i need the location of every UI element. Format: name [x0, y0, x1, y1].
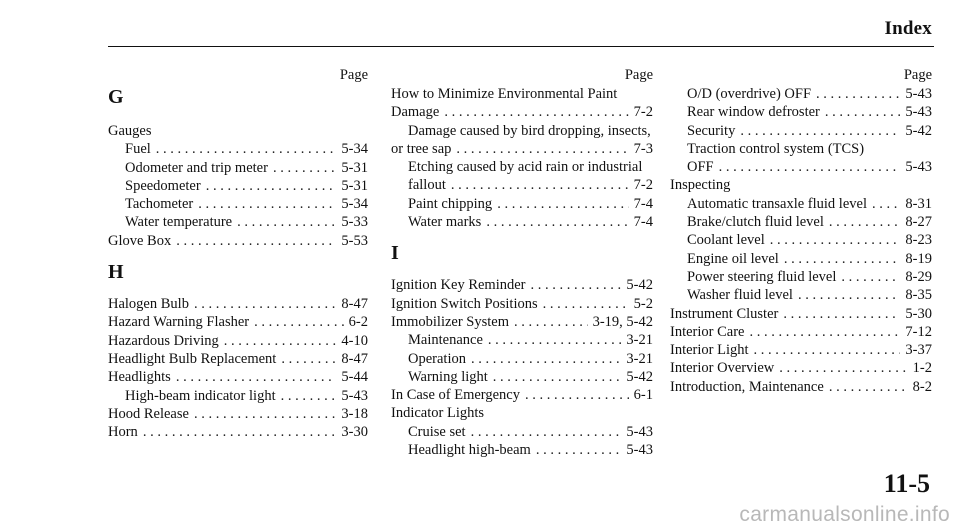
index-subentry: [670, 286, 932, 304]
entry-page-ref: 5-30: [905, 305, 932, 322]
index-subentry: [670, 122, 932, 140]
dot-leader: [194, 405, 336, 423]
entry-text: Gauges: [108, 123, 152, 139]
entry-page-ref: 5-31: [341, 177, 368, 194]
entry-text: Water temperature: [125, 214, 233, 231]
entry-text: Introduction, Maintenance: [670, 378, 824, 395]
index-column-2: [391, 66, 653, 459]
entry-text: Operation: [408, 350, 466, 367]
dot-leader: [841, 268, 900, 286]
index-entry: [391, 103, 653, 121]
entry-page-ref: 6-2: [348, 314, 368, 331]
index-subentry: [108, 159, 368, 177]
entry-text: Coolant level: [687, 232, 765, 249]
dot-leader: [206, 177, 337, 195]
entry-text: Hazard Warning Flasher: [108, 314, 250, 331]
entry-page-ref: 8-19: [905, 250, 932, 267]
index-subentry: [670, 158, 932, 176]
index-subentry: [670, 85, 932, 103]
page-column-heading: Page: [903, 67, 932, 83]
entry-page-ref: 3-21: [626, 332, 653, 349]
entry-text: or tree sap: [391, 140, 452, 157]
dot-leader: [825, 103, 901, 121]
entry-text: Automatic transaxle fluid level: [687, 195, 867, 212]
entry-text: Rear window defroster: [687, 104, 820, 121]
entry-page-ref: 8-2: [912, 378, 932, 395]
dot-leader: [816, 85, 900, 103]
index-entry: [108, 122, 368, 140]
entry-page-ref: 5-43: [905, 159, 932, 176]
entry-text: Traction control system (TCS): [687, 140, 865, 157]
index-entry: [108, 332, 368, 350]
dot-leader: [176, 232, 336, 250]
dot-leader: [754, 341, 901, 359]
index-subentry: [108, 387, 368, 405]
page-column-heading: Page: [339, 67, 368, 83]
entry-text: Maintenance: [408, 332, 483, 349]
dot-leader: [829, 213, 901, 231]
dot-leader: [471, 350, 621, 368]
index-entry: [670, 176, 932, 194]
entry-page-ref: 7-4: [633, 214, 653, 231]
index-subentry: [670, 213, 932, 231]
dot-leader: [770, 231, 901, 249]
entry-text: Security: [687, 122, 736, 139]
entry-text: Immobilizer System: [391, 313, 509, 330]
page-column-heading: Page: [624, 67, 653, 83]
entry-page-ref: 5-42: [626, 368, 653, 385]
dot-leader: [451, 176, 629, 194]
entry-page-ref: 5-34: [341, 141, 368, 158]
dot-leader: [779, 359, 907, 377]
entry-page-ref: 3-18: [341, 405, 368, 422]
index-subentry: [670, 140, 932, 158]
entry-page-ref: 8-23: [905, 232, 932, 249]
entry-page-ref: 5-2: [633, 295, 653, 312]
entry-text: fallout: [408, 177, 446, 194]
entry-page-ref: 8-35: [905, 287, 932, 304]
dot-leader: [543, 295, 629, 313]
index-subentry: [670, 250, 932, 268]
index-subentry: [108, 140, 368, 158]
entry-page-ref: 3-30: [341, 424, 368, 441]
page-header-title: Index: [884, 18, 932, 39]
dot-leader: [273, 159, 336, 177]
index-subentry: [391, 176, 653, 194]
entry-text: Horn: [108, 424, 138, 441]
index-column-1: [108, 66, 368, 441]
entry-text: Hood Release: [108, 405, 189, 422]
section-letter: G: [108, 86, 124, 108]
dot-leader: [719, 158, 901, 176]
entry-text: Fuel: [125, 141, 151, 158]
entry-text: How to Minimize Environmental Paint: [391, 86, 618, 102]
entry-page-ref: 8-31: [905, 195, 932, 212]
dot-leader: [488, 331, 622, 349]
dot-leader: [872, 195, 900, 213]
index-entry: [670, 341, 932, 359]
entry-page-ref: 8-29: [905, 268, 932, 285]
dot-leader: [486, 213, 628, 231]
entry-page-ref: 5-34: [341, 196, 368, 213]
dot-leader: [456, 140, 628, 158]
dot-leader: [281, 350, 336, 368]
index-entry: [670, 323, 932, 341]
header-rule: [108, 46, 934, 47]
entry-text: Odometer and trip meter: [125, 159, 268, 176]
index-subentry: [391, 441, 653, 459]
dot-leader: [536, 441, 622, 459]
index-entry: [108, 423, 368, 441]
index-subentry: [391, 423, 653, 441]
entry-page-ref: 5-44: [341, 369, 368, 386]
entry-text: Instrument Cluster: [670, 305, 779, 322]
entry-page-ref: 8-47: [341, 350, 368, 367]
entry-page-ref: 5-42: [905, 122, 932, 139]
entry-text: Damage: [391, 104, 440, 121]
dot-leader: [798, 286, 900, 304]
index-subentry: [108, 213, 368, 231]
index-entry: [670, 378, 932, 396]
entry-page-ref: 7-2: [633, 177, 653, 194]
entry-page-ref: 5-53: [341, 232, 368, 249]
dot-leader: [749, 323, 900, 341]
page-number: 11-5: [883, 469, 930, 498]
index-entry: [108, 405, 368, 423]
index-entry: [670, 359, 932, 377]
section-letter: I: [391, 242, 399, 265]
dot-leader: [497, 195, 628, 213]
entry-text: Headlights: [108, 369, 171, 386]
entry-text: Glove Box: [108, 232, 172, 249]
dot-leader: [531, 276, 622, 294]
entry-text: Tachometer: [125, 196, 194, 213]
dot-leader: [493, 368, 622, 386]
entry-text: Power steering fluid level: [687, 268, 837, 285]
entry-text: Paint chipping: [408, 195, 493, 212]
index-subentry: [391, 213, 653, 231]
entry-text: Headlight Bulb Replacement: [108, 350, 277, 367]
entry-page-ref: 5-43: [905, 104, 932, 121]
entry-page-ref: 7-2: [633, 104, 653, 121]
entry-page-ref: 1-2: [912, 360, 932, 377]
index-subentry: [391, 350, 653, 368]
entry-text: Headlight high-beam: [408, 442, 531, 459]
dot-leader: [784, 250, 901, 268]
index-entry: [391, 295, 653, 313]
index-subentry: [670, 103, 932, 121]
index-entry: [391, 140, 653, 158]
entry-text: Halogen Bulb: [108, 296, 189, 313]
dot-leader: [194, 295, 336, 313]
entry-page-ref: 3-21: [626, 350, 653, 367]
dot-leader: [156, 140, 337, 158]
index-entry: [391, 276, 653, 294]
index-subentry: [391, 195, 653, 213]
dot-leader: [281, 387, 337, 405]
dot-leader: [514, 313, 588, 331]
index-column-3: [670, 66, 932, 396]
entry-text: Speedometer: [125, 177, 201, 194]
entry-page-ref: 3-19, 5-42: [592, 313, 653, 330]
entry-text: Ignition Switch Positions: [391, 295, 538, 312]
watermark: carmanualsonline.info: [739, 503, 950, 526]
dot-leader: [254, 313, 344, 331]
entry-page-ref: 8-47: [341, 296, 368, 313]
entry-text: Brake/clutch fluid level: [687, 214, 824, 231]
dot-leader: [176, 368, 337, 386]
entry-text: Interior Overview: [670, 360, 775, 377]
dot-leader: [237, 213, 336, 231]
dot-leader: [525, 386, 629, 404]
dot-leader: [829, 378, 908, 396]
entry-page-ref: 5-43: [626, 442, 653, 459]
entry-text: Etching caused by acid rain or industrial: [408, 159, 643, 176]
entry-text: Ignition Key Reminder: [391, 277, 526, 294]
index-entry: [391, 404, 653, 422]
index-subentry: [670, 195, 932, 213]
index-entry: [391, 313, 653, 331]
index-entry: [391, 85, 653, 103]
dot-leader: [143, 423, 337, 441]
entry-page-ref: 5-43: [626, 423, 653, 440]
entry-page-ref: 7-12: [905, 323, 932, 340]
entry-page-ref: 5-33: [341, 214, 368, 231]
entry-text: Inspecting: [670, 177, 731, 194]
entry-text: O/D (overdrive) OFF: [687, 86, 812, 102]
index-entry: [108, 232, 368, 250]
entry-page-ref: 5-43: [905, 86, 932, 102]
entry-text: Washer fluid level: [687, 287, 793, 304]
entry-page-ref: 5-31: [341, 159, 368, 176]
dot-leader: [783, 305, 900, 323]
index-subentry: [391, 158, 653, 176]
entry-page-ref: 5-43: [341, 387, 368, 404]
entry-page-ref: 5-42: [626, 277, 653, 294]
entry-page-ref: 8-27: [905, 214, 932, 231]
entry-text: Damage caused by bird dropping, insects,: [408, 122, 651, 139]
index-subentry: [391, 331, 653, 349]
dot-leader: [224, 332, 337, 350]
section-letter: H: [108, 261, 124, 284]
entry-text: Interior Light: [670, 342, 749, 359]
index-subentry: [391, 122, 653, 140]
entry-page-ref: 7-3: [633, 140, 653, 157]
entry-page-ref: 3-37: [905, 342, 932, 359]
entry-text: Water marks: [408, 214, 482, 231]
dot-leader: [444, 103, 628, 121]
index-entry: [670, 305, 932, 323]
index-entry: [391, 386, 653, 404]
entry-page-ref: 4-10: [341, 332, 368, 349]
entry-text: Indicator Lights: [391, 405, 485, 422]
index-subentry: [391, 368, 653, 386]
entry-text: Engine oil level: [687, 250, 779, 267]
entry-page-ref: 7-4: [633, 195, 653, 212]
entry-text: Warning light: [408, 368, 488, 385]
index-subentry: [108, 195, 368, 213]
entry-page-ref: 6-1: [633, 387, 653, 404]
index-entry: [108, 350, 368, 368]
index-entry: [108, 313, 368, 331]
entry-text: Hazardous Driving: [108, 332, 219, 349]
entry-text: In Case of Emergency: [391, 387, 520, 404]
dot-leader: [471, 423, 622, 441]
index-subentry: [670, 268, 932, 286]
index-entry: [108, 368, 368, 386]
entry-text: Interior Care: [670, 323, 745, 340]
index-entry: [108, 295, 368, 313]
dot-leader: [740, 122, 900, 140]
entry-text: OFF: [687, 159, 714, 176]
entry-text: Cruise set: [408, 423, 466, 440]
dot-leader: [198, 195, 336, 213]
index-subentry: [670, 231, 932, 249]
index-subentry: [108, 177, 368, 195]
entry-text: High-beam indicator light: [125, 387, 276, 404]
